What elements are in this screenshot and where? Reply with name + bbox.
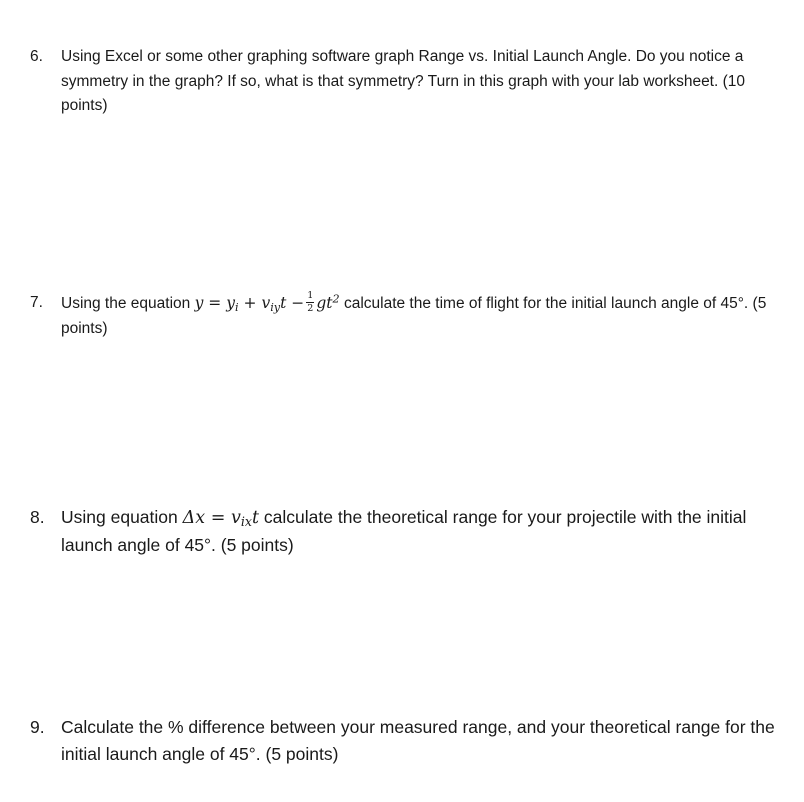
question-9 [30,714,790,768]
question-text: Calculate the % difference between your measured range, and your theoretical range for the initial launch angle of 45°. (5 points) [61,717,775,764]
question-7 [30,291,790,341]
text-before-equation: Using equation [61,507,178,527]
question-number: 6. [30,48,43,65]
question-6 [30,45,790,119]
question-number: 8. [30,507,45,527]
question-text [61,291,790,341]
fraction-one-half: $\frac{1}{2}$ [307,289,314,314]
text-before-equation: Using the equation [61,295,191,312]
question-number: 7. [30,294,43,311]
text-after-equation: calculate the time of flight for the initial launch angle of 45°. (5 points) [61,295,767,337]
question-text [61,504,790,559]
kinematic-equation: $y = y_i + v_{iy}t$ − $\frac{1}{2}$ $gt^2$ [194,289,340,314]
question-number: 9. [30,717,45,737]
question-text: Using Excel or some other graphing software graph Range vs. Initial Launch Angle. Do you notice a symmetry in the graph? If so, what is that symmetry? Turn in this graph with your lab worksheet. (10 points) [61,48,746,114]
text-after-equation: calculate the theoretical range for your projectile with the initial launch angle of 45°. (5 points) [61,507,747,555]
question-8 [30,504,790,559]
range-equation: $\Delta x = v_{ix}t$ [182,508,260,530]
